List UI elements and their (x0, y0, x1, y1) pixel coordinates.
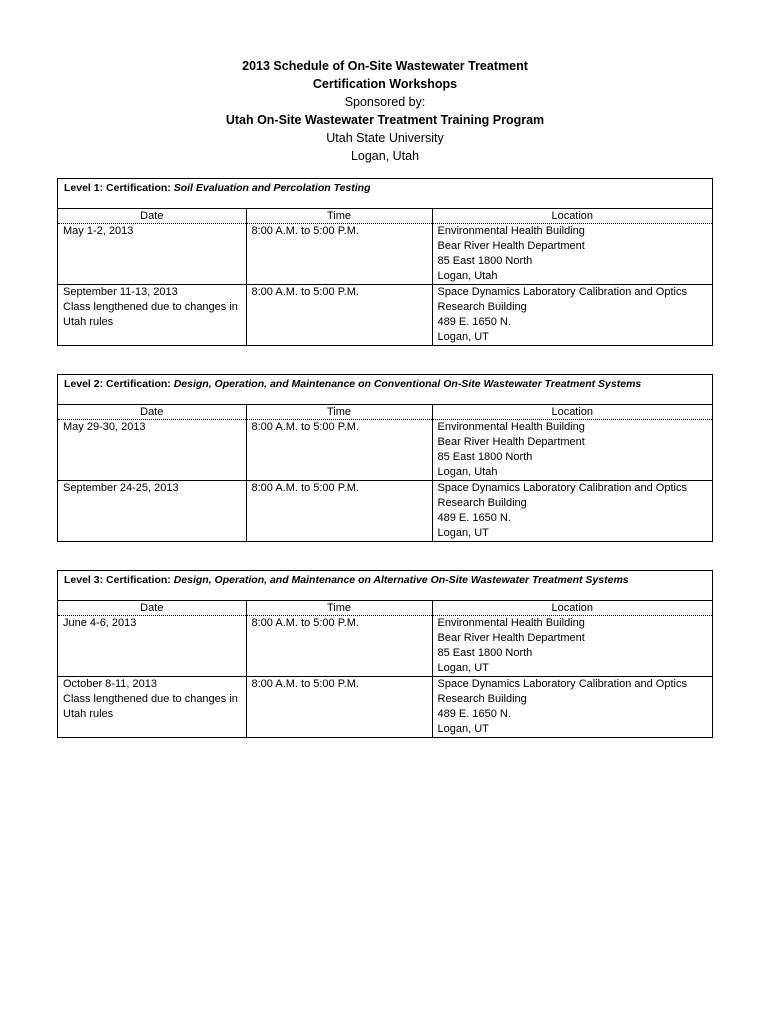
title-line-1: 2013 Schedule of On-Site Wastewater Treatment (242, 59, 528, 73)
level-heading (58, 571, 712, 601)
location-line: Space Dynamics Laboratory Calibration and Optics (437, 678, 687, 690)
location-cell (432, 677, 712, 738)
date-cell (58, 616, 246, 677)
date-cell (58, 285, 246, 346)
level-3-block (57, 570, 713, 738)
time-cell: 8:00 A.M. to 5:00 P.M. (246, 677, 432, 738)
time-cell: 8:00 A.M. to 5:00 P.M. (246, 481, 432, 542)
location-line: Bear River Health Department (437, 240, 585, 252)
date-note: Utah rules (63, 708, 114, 720)
schedule-table (58, 209, 712, 345)
level-2-block (57, 374, 713, 542)
date-text: September 24-25, 2013 (63, 482, 179, 494)
location-cell (432, 285, 712, 346)
table-row (58, 481, 712, 542)
location-line: 489 E. 1650 N. (437, 708, 511, 720)
location-cell (432, 420, 712, 481)
location-line: Research Building (437, 497, 527, 509)
time-cell: 8:00 A.M. to 5:00 P.M. (246, 420, 432, 481)
level-prefix: Level 2: Certification: (64, 378, 171, 390)
location-line: Logan, UT (437, 662, 489, 674)
location-line: 489 E. 1650 N. (437, 512, 511, 524)
date-text: October 8-11, 2013 (63, 678, 157, 690)
table-row (58, 285, 712, 346)
location-header: Location (432, 405, 712, 420)
table-row (58, 677, 712, 738)
location-line: Logan, Utah (437, 466, 498, 478)
table-row (58, 420, 712, 481)
location-line: Logan, Utah (437, 270, 498, 282)
location-line: Environmental Health Building (437, 617, 585, 629)
level-1-block (57, 178, 713, 346)
location-cell (432, 224, 712, 285)
date-header: Date (58, 405, 246, 420)
location-line: Logan, UT (437, 723, 489, 735)
date-note: Utah rules (63, 316, 114, 328)
time-header: Time (246, 601, 432, 616)
location-line: Bear River Health Department (437, 632, 585, 644)
location-line: Space Dynamics Laboratory Calibration and Optics (437, 286, 687, 298)
date-text: May 1-2, 2013 (63, 225, 134, 237)
time-header: Time (246, 405, 432, 420)
location-header: Location (432, 601, 712, 616)
location-line: 489 E. 1650 N. (437, 316, 511, 328)
document-header (0, 57, 770, 165)
sponsored-by: Sponsored by: (344, 95, 426, 109)
location-line: 85 East 1800 North (437, 647, 533, 659)
level-prefix: Level 3: Certification: (64, 574, 171, 586)
date-cell (58, 481, 246, 542)
location-cell (432, 616, 712, 677)
date-text: September 11-13, 2013 (63, 286, 178, 298)
date-header: Date (58, 601, 246, 616)
date-note: Class lengthened due to changes in (63, 693, 238, 705)
location-cell (432, 481, 712, 542)
date-cell (58, 677, 246, 738)
title-line-2: Certification Workshops (312, 77, 458, 91)
location-line: Environmental Health Building (437, 225, 585, 237)
location-line: Space Dynamics Laboratory Calibration and Optics (437, 482, 687, 494)
date-text: May 29-30, 2013 (63, 421, 146, 433)
level-subject: Design, Operation, and Maintenance on Alternative On-Site Wastewater Treatment Systems (173, 574, 629, 586)
city-name: Logan, Utah (350, 149, 420, 163)
location-line: Bear River Health Department (437, 436, 585, 448)
location-line: Logan, UT (437, 331, 489, 343)
date-header: Date (58, 209, 246, 224)
level-heading (58, 179, 712, 209)
time-cell: 8:00 A.M. to 5:00 P.M. (246, 224, 432, 285)
table-row (58, 224, 712, 285)
schedule-table (58, 405, 712, 541)
location-line: Research Building (437, 693, 527, 705)
location-header: Location (432, 209, 712, 224)
level-subject: Soil Evaluation and Percolation Testing (173, 182, 371, 194)
university-name: Utah State University (326, 131, 444, 145)
location-line: Research Building (437, 301, 527, 313)
location-line: Logan, UT (437, 527, 489, 539)
date-note: Class lengthened due to changes in (63, 301, 238, 313)
time-header: Time (246, 209, 432, 224)
time-cell: 8:00 A.M. to 5:00 P.M. (246, 285, 432, 346)
location-line: 85 East 1800 North (437, 451, 533, 463)
date-cell (58, 420, 246, 481)
date-cell (58, 224, 246, 285)
schedule-table (58, 601, 712, 737)
table-row (58, 616, 712, 677)
location-line: Environmental Health Building (437, 421, 585, 433)
date-text: June 4-6, 2013 (63, 617, 137, 629)
location-line: 85 East 1800 North (437, 255, 533, 267)
level-heading (58, 375, 712, 405)
level-subject: Design, Operation, and Maintenance on Conventional On-Site Wastewater Treatment Systems (173, 378, 642, 390)
program-name: Utah On-Site Wastewater Treatment Training Program (225, 113, 545, 127)
time-cell: 8:00 A.M. to 5:00 P.M. (246, 616, 432, 677)
level-prefix: Level 1: Certification: (64, 182, 171, 194)
